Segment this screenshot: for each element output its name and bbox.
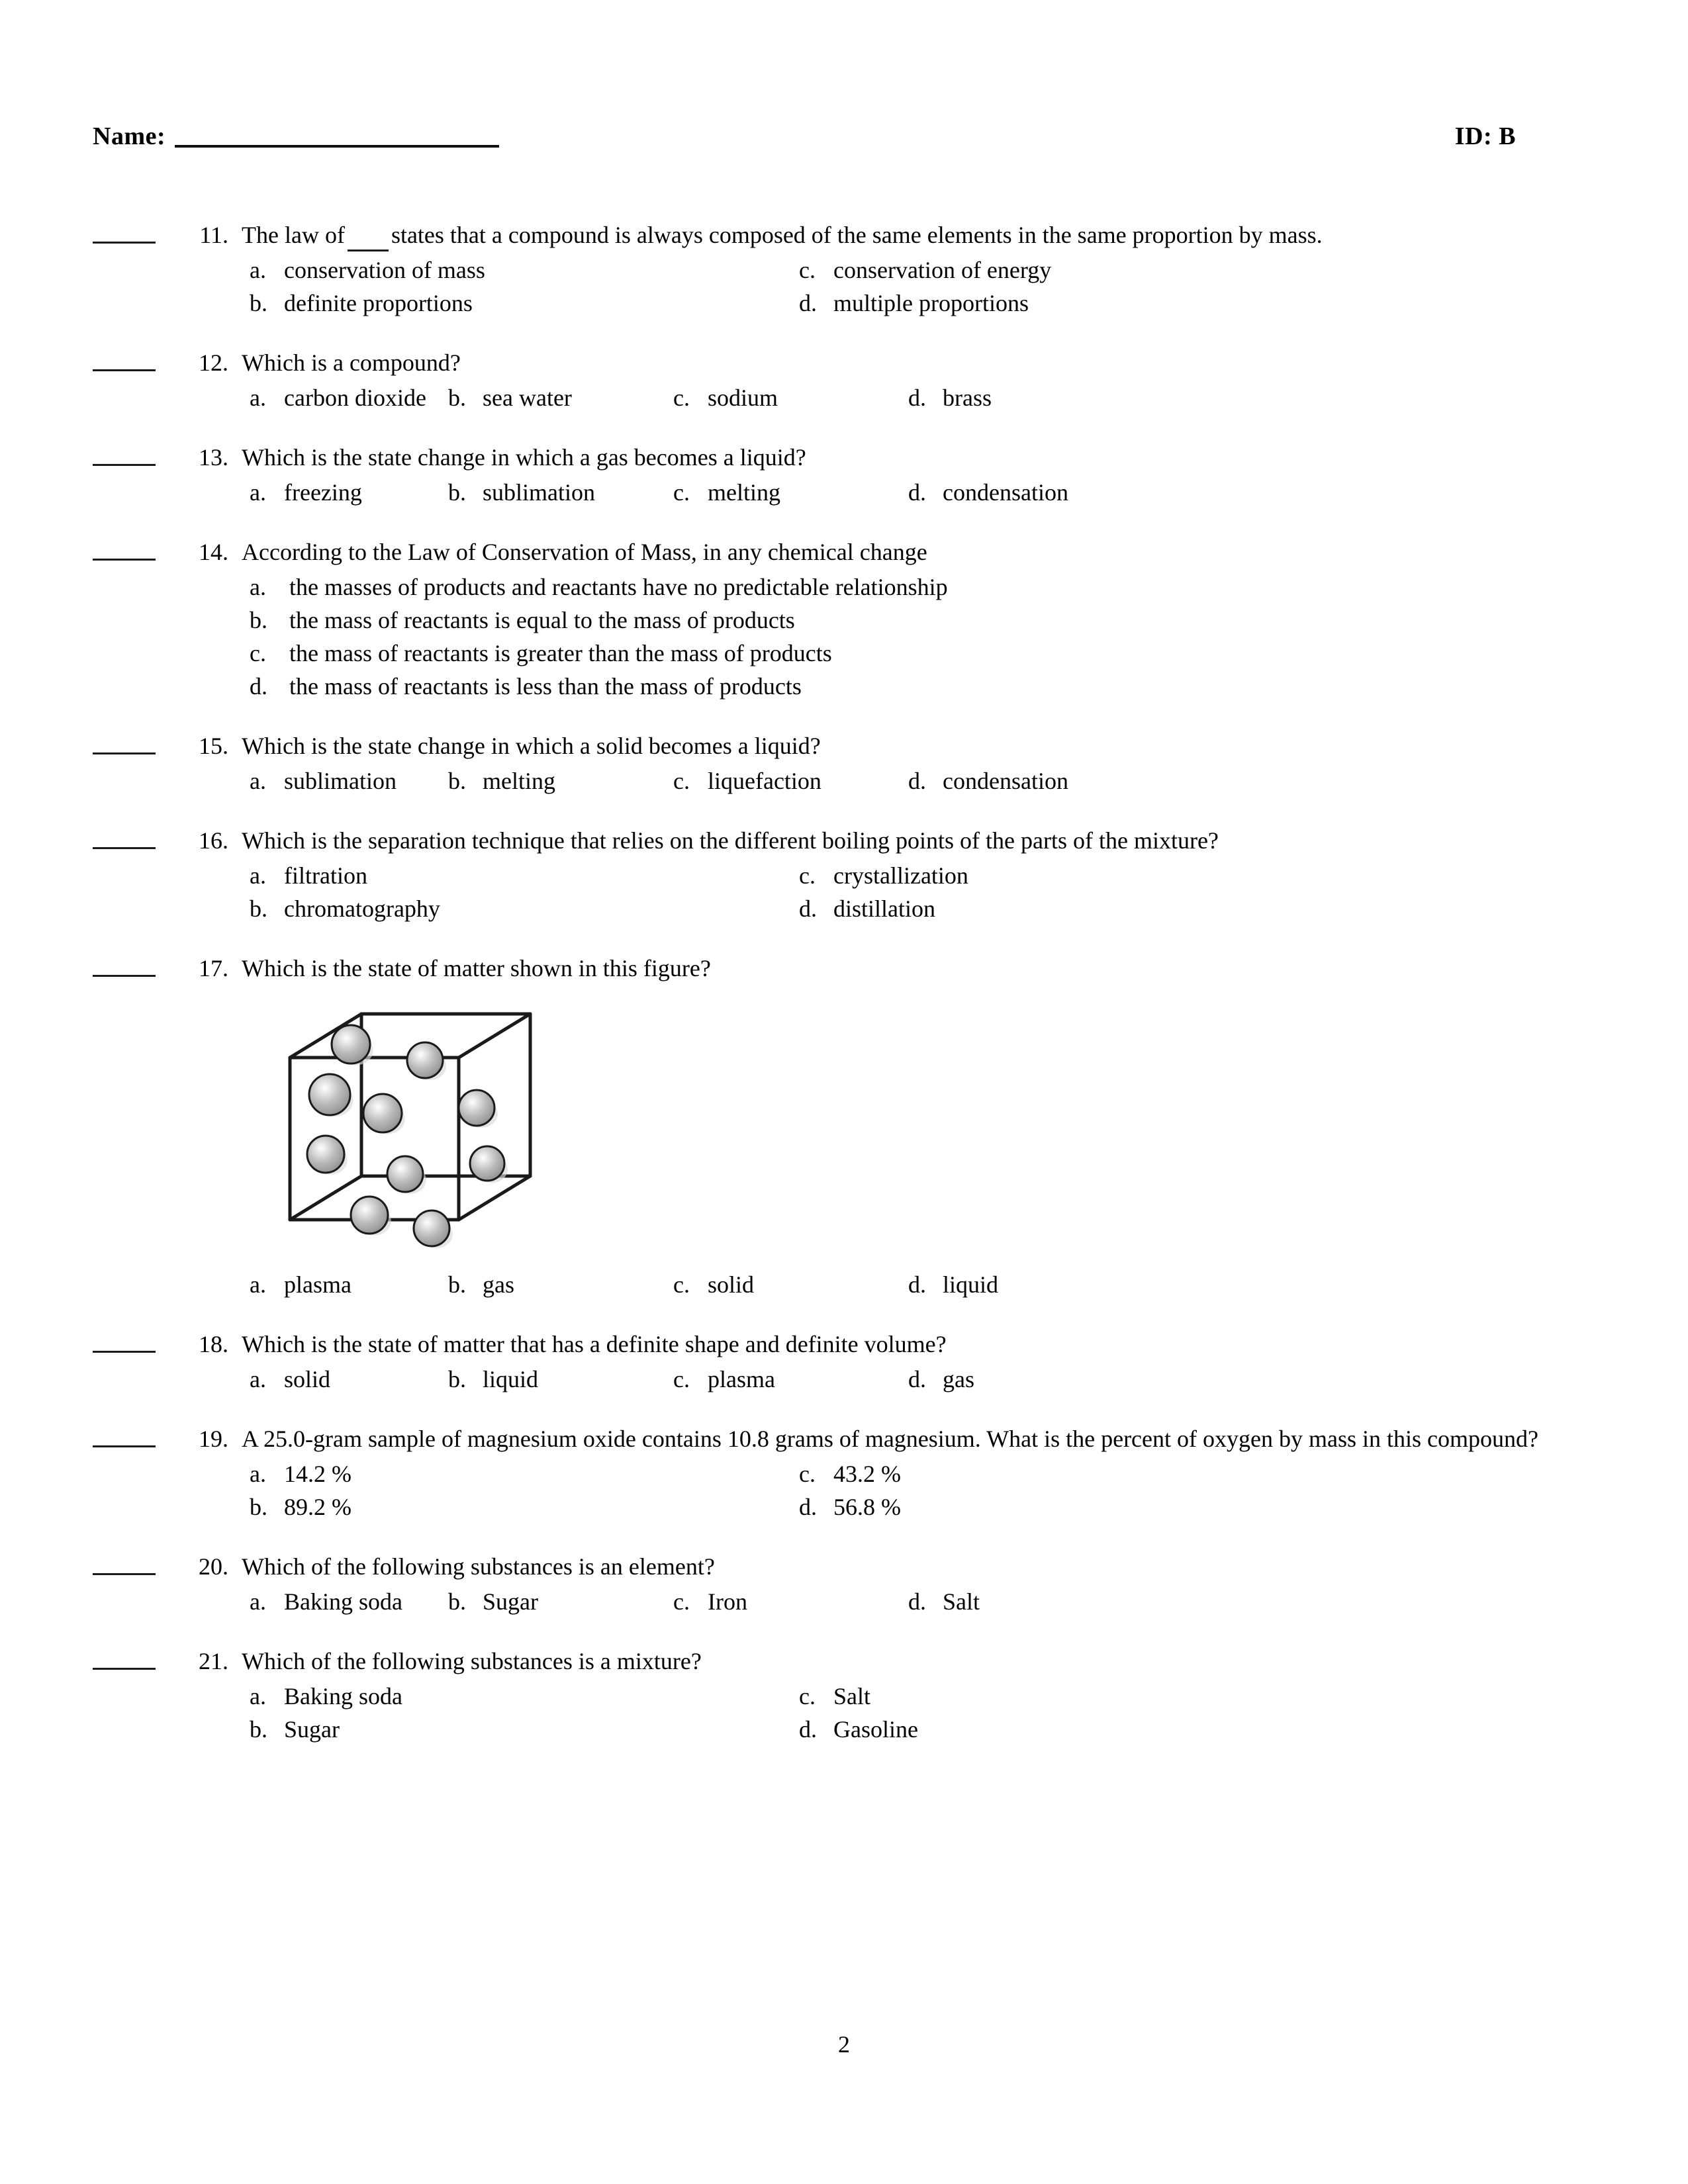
option-cell[interactable] (250, 859, 799, 892)
option-cell[interactable] (250, 1713, 799, 1746)
option-letter: d. (799, 1716, 817, 1743)
page-number: 2 (838, 2031, 850, 2058)
option-letter: a. (250, 1461, 266, 1487)
fill-in-blank[interactable] (348, 232, 389, 251)
option-text: freezing (284, 479, 362, 506)
option-text: multiple proportions (833, 290, 1029, 316)
option-text: Iron (708, 1588, 747, 1615)
option-text: Gasoline (833, 1716, 918, 1743)
option-text: sublimation (483, 479, 595, 506)
question-number: 21. (199, 1648, 228, 1674)
option-cell[interactable] (250, 1457, 799, 1490)
option-text: Sugar (483, 1588, 538, 1615)
answer-blank-line[interactable] (93, 974, 156, 977)
options-row (250, 253, 1562, 287)
option-cell[interactable] (250, 381, 448, 414)
particle-sphere (307, 1136, 344, 1173)
options-row (250, 1363, 1562, 1396)
option-text: Sugar (284, 1716, 340, 1743)
particle-sphere (332, 1025, 370, 1064)
question-item (93, 441, 1562, 509)
option-text: gas (483, 1271, 514, 1298)
option-cell[interactable] (250, 892, 799, 925)
particle-sphere (470, 1146, 504, 1181)
option-text: plasma (284, 1271, 352, 1298)
option-text: 14.2 % (284, 1461, 352, 1487)
option-cell[interactable] (673, 1585, 908, 1618)
option-text: distillation (833, 895, 936, 922)
answer-blank-line[interactable] (93, 1572, 156, 1575)
option-cell[interactable] (799, 1457, 901, 1490)
question-body (242, 952, 1562, 1301)
option-text: the mass of reactants is greater than the mass of products (289, 640, 832, 666)
option-text: sodium (708, 385, 778, 411)
question-number: 17. (199, 955, 228, 981)
question-number: 11. (199, 222, 228, 248)
question-stem: Which is the separation technique that relies on the different boiling points of the parts of the mixture? (242, 827, 1219, 854)
options-grid (250, 253, 1562, 320)
option-letter: b. (448, 385, 466, 411)
option-letter: c. (799, 1683, 816, 1709)
option-cell[interactable] (673, 476, 908, 509)
question-number: 12. (199, 349, 228, 376)
question-number: 14. (199, 539, 228, 565)
options-row (250, 1585, 1562, 1618)
option-cell[interactable] (799, 892, 935, 925)
figure-container (278, 997, 1562, 1261)
option-cell[interactable] (250, 1268, 448, 1301)
question-list (93, 218, 1562, 1772)
option-letter: a. (250, 1683, 266, 1709)
options-row (250, 1490, 1562, 1524)
question-body (242, 1645, 1562, 1746)
option-cell[interactable] (250, 1585, 448, 1618)
particle-sphere (459, 1090, 494, 1126)
option-text: conservation of mass (284, 257, 485, 283)
option-letter: c. (673, 768, 690, 794)
option-cell[interactable] (448, 476, 673, 509)
question-stem: According to the Law of Conservation of Mass, in any chemical change (242, 539, 927, 565)
option-cell[interactable] (908, 476, 1107, 509)
option-letter: c. (250, 640, 266, 666)
option-letter: a. (250, 768, 266, 794)
option-text: gas (943, 1366, 974, 1392)
option-text: brass (943, 385, 992, 411)
option-text: definite proportions (284, 290, 473, 316)
option-cell[interactable] (250, 1363, 448, 1396)
option-text: Baking soda (284, 1588, 402, 1615)
question-number: 19. (199, 1426, 228, 1452)
option-letter: d. (799, 1494, 817, 1520)
option-letter: d. (908, 1271, 926, 1298)
options-row (250, 892, 1562, 925)
option-cell[interactable] (673, 381, 908, 414)
question-body (242, 1328, 1562, 1396)
options-row (250, 1268, 1562, 1301)
question-stem: Which is the state change in which a gas becomes a liquid? (242, 444, 806, 471)
question-item (93, 1422, 1562, 1524)
option-cell[interactable] (250, 1490, 799, 1524)
option-letter: a. (250, 862, 266, 889)
question-item (93, 824, 1562, 925)
name-field-group (93, 122, 499, 150)
option-cell[interactable] (448, 764, 673, 797)
question-item (93, 952, 1562, 1301)
question-item (93, 346, 1562, 414)
option-letter: a. (250, 1271, 266, 1298)
option-letter: b. (448, 1271, 466, 1298)
name-write-in-line[interactable] (175, 144, 499, 148)
answer-blank-line[interactable] (93, 369, 156, 371)
option-cell[interactable] (908, 764, 1107, 797)
option-text: liquid (943, 1271, 999, 1298)
option-text: liquid (483, 1366, 539, 1392)
options-stack (250, 570, 1562, 703)
option-text: the mass of reactants is less than the mass of products (289, 673, 802, 700)
page-header (93, 122, 1523, 150)
option-text: condensation (943, 768, 1068, 794)
question-number: 18. (199, 1331, 228, 1357)
question-body (242, 824, 1562, 925)
particle-sphere (309, 1074, 350, 1115)
option-letter: c. (673, 385, 690, 411)
option-letter: b. (250, 895, 267, 922)
question-stem: Which of the following substances is a mixture? (242, 1648, 702, 1674)
option-text: plasma (708, 1366, 775, 1392)
option-row[interactable] (250, 604, 1562, 637)
option-cell[interactable] (250, 1680, 799, 1713)
option-cell[interactable] (799, 1713, 918, 1746)
option-letter: c. (673, 1588, 690, 1615)
option-cell[interactable] (908, 1363, 1107, 1396)
option-cell[interactable] (908, 1268, 1107, 1301)
option-text: crystallization (833, 862, 968, 889)
option-letter: c. (799, 1461, 816, 1487)
option-text: melting (708, 479, 780, 506)
exam-id-label: ID: B (1454, 122, 1516, 150)
option-letter: d. (799, 895, 817, 922)
question-body (242, 441, 1562, 509)
option-text: sea water (483, 385, 572, 411)
option-letter: d. (908, 768, 926, 794)
option-letter: c. (799, 257, 816, 283)
option-cell[interactable] (799, 1490, 901, 1524)
option-cell[interactable] (448, 381, 673, 414)
options-row (250, 381, 1562, 414)
answer-blank-line[interactable] (93, 752, 156, 754)
option-text: filtration (284, 862, 367, 889)
question-item (93, 1645, 1562, 1746)
option-cell[interactable] (799, 859, 968, 892)
option-letter: b. (250, 1494, 267, 1520)
option-text: 56.8 % (833, 1494, 901, 1520)
question-stem: Which is the state of matter that has a definite shape and definite volume? (242, 1331, 947, 1357)
question-body (242, 729, 1562, 797)
question-number: 16. (199, 827, 228, 854)
option-row[interactable] (250, 637, 1562, 670)
option-letter: c. (673, 479, 690, 506)
options-row (250, 764, 1562, 797)
option-cell[interactable] (799, 253, 1051, 287)
option-letter: c. (799, 862, 816, 889)
option-cell[interactable] (799, 1680, 870, 1713)
particle-sphere (351, 1197, 388, 1234)
answer-blank-line[interactable] (93, 558, 156, 561)
question-body (242, 1550, 1562, 1618)
option-letter: c. (673, 1271, 690, 1298)
option-letter: d. (250, 673, 267, 700)
answer-blank-line[interactable] (93, 1667, 156, 1670)
particle-sphere (363, 1094, 402, 1132)
option-letter: a. (250, 385, 266, 411)
option-letter: d. (908, 479, 926, 506)
question-stem: Which is a compound? (242, 349, 461, 376)
question-item (93, 1550, 1562, 1618)
question-body (242, 218, 1562, 320)
option-cell[interactable] (250, 476, 448, 509)
question-stem: A 25.0-gram sample of magnesium oxide contains 10.8 grams of magnesium. What is the percent of oxygen by mass in this compound? (242, 1426, 1538, 1452)
particle-sphere (387, 1156, 423, 1192)
option-letter: b. (250, 1716, 267, 1743)
option-row[interactable] (250, 570, 1562, 604)
option-letter: b. (448, 1366, 466, 1392)
option-letter: a. (250, 1588, 266, 1615)
question-stem (242, 218, 1562, 251)
question-item (93, 1328, 1562, 1396)
option-letter: a. (250, 1366, 266, 1392)
question-body (242, 1422, 1562, 1524)
options-grid (250, 859, 1562, 925)
question-body (242, 535, 1562, 703)
question-number: 15. (199, 733, 228, 759)
question-stem-part-1: The law of (242, 222, 345, 248)
options-row (250, 1457, 1562, 1490)
option-cell[interactable] (908, 381, 1107, 414)
options-row (250, 1713, 1562, 1746)
option-letter: a. (250, 479, 266, 506)
option-text: 43.2 % (833, 1461, 901, 1487)
question-item (93, 218, 1562, 320)
options-row (250, 1680, 1562, 1713)
answer-blank-line[interactable] (93, 463, 156, 466)
option-letter: a. (250, 257, 266, 283)
option-text: Salt (833, 1683, 871, 1709)
answer-blank-line[interactable] (93, 1350, 156, 1353)
option-text: solid (284, 1366, 331, 1392)
option-text: Baking soda (284, 1683, 402, 1709)
option-letter: b. (250, 290, 267, 316)
option-letter: a. (250, 574, 266, 600)
option-text: chromatography (284, 895, 440, 922)
option-text: the mass of reactants is equal to the mass of products (289, 607, 795, 633)
option-text: liquefaction (708, 768, 821, 794)
option-text: conservation of energy (833, 257, 1052, 283)
option-cell[interactable] (673, 764, 908, 797)
particle-sphere (407, 1042, 443, 1078)
options-row (250, 287, 1562, 320)
question-item (93, 535, 1562, 703)
question-stem: Which of the following substances is an element? (242, 1553, 715, 1580)
question-stem: Which is the state of matter shown in this figure? (242, 955, 711, 981)
option-cell[interactable] (673, 1363, 908, 1396)
options-grid (250, 1680, 1562, 1746)
question-number: 20. (199, 1553, 228, 1580)
answer-blank-line[interactable] (93, 241, 156, 244)
cube-with-spheres-diagram (278, 997, 563, 1261)
question-stem: Which is the state change in which a solid becomes a liquid? (242, 733, 821, 759)
option-cell[interactable] (250, 764, 448, 797)
option-letter: b. (448, 1588, 466, 1615)
option-text: condensation (943, 479, 1068, 506)
option-cell[interactable] (448, 1363, 673, 1396)
question-item (93, 729, 1562, 797)
question-stem-part-2: states that a compound is always composed of the same elements in the same proportion by mass. (391, 222, 1323, 248)
option-cell[interactable] (448, 1268, 673, 1301)
option-letter: d. (908, 1366, 926, 1392)
option-cell[interactable] (448, 1585, 673, 1618)
option-cell[interactable] (908, 1585, 1107, 1618)
options-row (250, 859, 1562, 892)
option-row[interactable] (250, 670, 1562, 703)
options-grid (250, 1457, 1562, 1524)
option-cell[interactable] (250, 253, 799, 287)
cube-edge (459, 1014, 530, 1058)
question-number: 13. (199, 444, 228, 471)
option-letter: b. (448, 479, 466, 506)
option-text: solid (708, 1271, 755, 1298)
option-cell[interactable] (673, 1268, 908, 1301)
option-text: melting (483, 768, 555, 794)
option-letter: d. (908, 385, 926, 411)
option-letter: c. (673, 1366, 690, 1392)
option-letter: d. (799, 290, 817, 316)
option-text: the masses of products and reactants have no predictable relationship (289, 574, 948, 600)
option-cell[interactable] (250, 287, 799, 320)
options-row (250, 476, 1562, 509)
answer-blank-line[interactable] (93, 846, 156, 849)
question-body (242, 346, 1562, 414)
option-letter: d. (908, 1588, 926, 1615)
answer-blank-line[interactable] (93, 1445, 156, 1447)
option-cell[interactable] (799, 287, 1029, 320)
particle-sphere (414, 1210, 449, 1246)
name-label: Name: (93, 122, 166, 150)
option-text: carbon dioxide (284, 385, 426, 411)
option-text: sublimation (284, 768, 397, 794)
option-text: Salt (943, 1588, 980, 1615)
option-text: 89.2 % (284, 1494, 352, 1520)
option-letter: b. (250, 607, 267, 633)
option-letter: b. (448, 768, 466, 794)
